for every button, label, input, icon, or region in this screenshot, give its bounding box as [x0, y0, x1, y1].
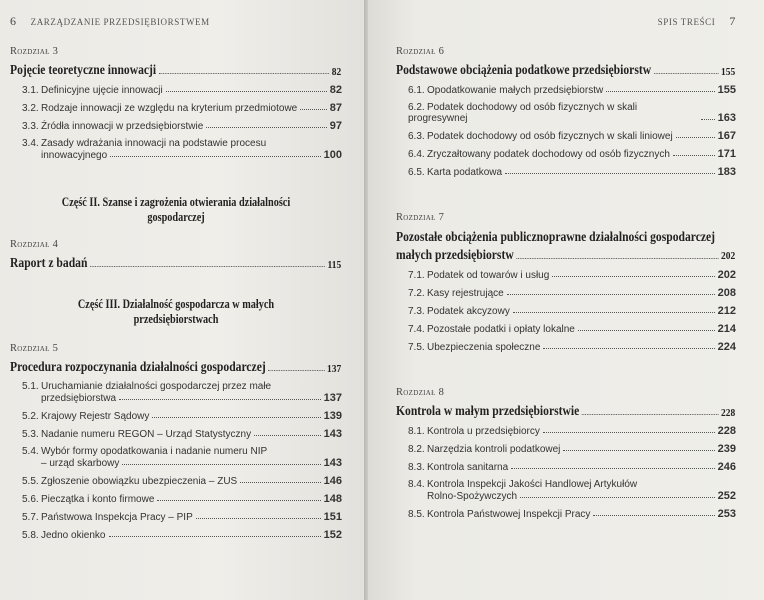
toc-entry — [10, 475, 342, 487]
entry-text: Podatek akcyzowy — [427, 306, 510, 318]
entry-text: Kontrola Inspekcji Jakości Handlowej Artykułów — [427, 479, 638, 491]
chapter-3-entries — [10, 84, 342, 161]
entry-number: 7.2. — [408, 288, 425, 300]
page-number: 6 — [10, 14, 17, 28]
entry-page: 146 — [323, 475, 342, 487]
entry-number: 8.4. — [408, 479, 425, 491]
entry-text: Uruchamianie działalności gospodarczej przez małe — [41, 381, 272, 392]
chapter-label: Rozdział 4 — [10, 239, 59, 250]
entry-text-cont: przedsiębiorstwa — [41, 393, 117, 404]
entry-page: 151 — [323, 511, 342, 523]
toc-entry — [396, 341, 736, 353]
toc-entry — [396, 479, 736, 502]
entry-page: 82 — [329, 84, 342, 96]
entry-number: 6.4. — [408, 149, 425, 160]
chapter-7-entries — [396, 269, 736, 353]
entry-number: 5.6. — [22, 494, 39, 505]
part-heading: Część II. Szanse i zagrożenia otwierania działalności gospodarczej — [61, 195, 291, 224]
entry-number: 6.1. — [408, 85, 425, 96]
entry-text-cont: Rolno-Spożywczych — [427, 491, 518, 503]
toc-entry — [10, 410, 342, 422]
entry-text: Kontrola Państwowej Inspekcji Pracy — [427, 509, 591, 521]
left-running-head — [10, 14, 342, 32]
entry-text: Kontrola u przedsiębiorcy — [427, 426, 540, 438]
entry-page: 152 — [323, 529, 342, 541]
chapter-8-entries — [396, 425, 736, 520]
entry-page: 148 — [323, 493, 342, 505]
entry-page: 212 — [717, 305, 736, 318]
chapter-title: Pozostałe obciążenia publicznoprawne działalności gospodarczej małych przedsiębiorstw 202 — [396, 229, 736, 262]
entry-page: 252 — [717, 490, 736, 503]
entry-page: 143 — [323, 457, 342, 469]
toc-entry — [396, 269, 736, 281]
entry-number: 5.5. — [22, 476, 39, 487]
entry-text: Wybór formy opodatkowania i nadanie numeru NIP — [41, 446, 268, 457]
chapter-title: Podstawowe obciążenia podatkowe przedsiębiorstw 155 — [396, 62, 736, 78]
entry-page: 139 — [323, 410, 342, 422]
toc-entry — [10, 84, 342, 96]
entry-page: 171 — [717, 148, 736, 160]
chapter-5-entries — [10, 381, 342, 541]
entry-text: Kontrola sanitarna — [427, 462, 509, 474]
toc-entry — [10, 493, 342, 505]
entry-number: 3.3. — [22, 121, 39, 132]
toc-entry — [396, 508, 736, 520]
entry-number: 7.3. — [408, 306, 425, 318]
toc-entry — [396, 425, 736, 437]
entry-number: 7.5. — [408, 342, 425, 354]
entry-text: Podatek dochodowy od osób fizycznych w skali liniowej — [427, 131, 673, 142]
entry-text: Państwowa Inspekcja Pracy – PIP — [41, 512, 193, 523]
entry-number: 5.3. — [22, 429, 39, 440]
entry-number: 3.4. — [22, 138, 39, 149]
entry-number: 5.2. — [22, 411, 39, 422]
entry-page: 183 — [717, 166, 736, 178]
entry-page: 253 — [717, 508, 736, 521]
chapter-label: Rozdział 3 — [10, 46, 59, 57]
entry-text: Podatek dochodowy od osób fizycznych w skali progresywnej — [408, 102, 638, 124]
chapter-title: Raport z badań 115 — [10, 255, 342, 271]
entry-text-cont: innowacyjnego — [41, 150, 108, 161]
entry-page: 167 — [717, 130, 736, 142]
chapter-label: Rozdział 6 — [396, 46, 445, 57]
entry-number: 8.5. — [408, 509, 425, 521]
running-head-title: SPIS TREŚCI — [657, 17, 716, 27]
page-number: 7 — [729, 14, 736, 28]
entry-page: 143 — [323, 428, 342, 440]
entry-number: 7.1. — [408, 270, 425, 282]
toc-entry — [10, 102, 342, 114]
entry-number: 8.2. — [408, 444, 425, 456]
entry-number: 5.8. — [22, 530, 39, 541]
entry-page: 239 — [717, 443, 736, 456]
entry-text-cont: – urząd skarbowy — [41, 458, 120, 469]
entry-page: 224 — [717, 341, 736, 354]
chapter-label: Rozdział 7 — [396, 212, 445, 223]
toc-entry — [396, 166, 736, 178]
right-running-head — [396, 14, 736, 32]
toc-entry — [396, 461, 736, 473]
entry-text: Rodzaje innowacji ze względu na kryterium przedmiotowe — [41, 103, 298, 114]
entry-number: 8.3. — [408, 462, 425, 474]
entry-number: 6.5. — [408, 167, 425, 178]
entry-text: Narzędzia kontroli podatkowej — [427, 444, 561, 456]
entry-text: Jedno okienko — [41, 530, 106, 541]
entry-page: 228 — [717, 425, 736, 438]
chapter-title: Kontrola w małym przedsiębiorstwie 228 — [396, 403, 736, 420]
toc-entry — [396, 102, 736, 124]
entry-page: 246 — [717, 461, 736, 474]
left-page — [0, 0, 366, 600]
toc-entry — [10, 138, 342, 161]
entry-text: Krajowy Rejestr Sądowy — [41, 411, 150, 422]
part-heading: Część III. Działalność gospodarcza w małych przedsiębiorstwach — [77, 297, 275, 326]
entry-page: 214 — [717, 323, 736, 336]
chapter-title: Procedura rozpoczynania działalności gospodarczej 137 — [10, 359, 342, 375]
entry-number: 6.2. — [408, 102, 425, 113]
entry-text: Źródła innowacji w przedsiębiorstwie — [41, 121, 204, 132]
entry-number: 5.1. — [22, 381, 39, 392]
chapter-label: Rozdział 8 — [396, 387, 445, 399]
toc-entry — [10, 511, 342, 523]
entry-text: Podatek od towarów i usług — [427, 270, 550, 282]
entry-text: Zgłoszenie obowiązku ubezpieczenia – ZUS — [41, 476, 238, 487]
entry-number: 5.7. — [22, 512, 39, 523]
entry-number: 3.2. — [22, 103, 39, 114]
entry-number: 7.4. — [408, 324, 425, 336]
entry-text: Karta podatkowa — [427, 167, 503, 178]
entry-page: 208 — [717, 287, 736, 300]
toc-entry — [10, 428, 342, 440]
entry-text: Pieczątka i konto firmowe — [41, 494, 155, 505]
entry-text: Nadanie numeru REGON – Urząd Statystyczny — [41, 429, 252, 440]
toc-entry — [396, 323, 736, 335]
entry-text: Kasy rejestrujące — [427, 288, 504, 300]
chapter-title: Pojęcie teoretyczne innowacji 82 — [10, 62, 342, 78]
entry-page: 87 — [329, 102, 342, 114]
running-head-title: ZARZĄDZANIE PRZEDSIĘBIORSTWEM — [30, 17, 210, 27]
entry-text: Zasady wdrażania innowacji na podstawie procesu — [41, 138, 267, 149]
entry-page: 202 — [717, 269, 736, 282]
toc-entry — [396, 130, 736, 142]
entry-text: Definicyjne ujęcie innowacji — [41, 85, 163, 96]
toc-entry — [10, 446, 342, 469]
entry-text: Ubezpieczenia społeczne — [427, 342, 541, 354]
entry-text: Pozostałe podatki i opłaty lokalne — [427, 324, 575, 336]
entry-page: 137 — [323, 392, 342, 404]
toc-entry — [396, 305, 736, 317]
entry-number: 5.4. — [22, 446, 39, 457]
entry-page: 97 — [329, 120, 342, 132]
toc-entry — [10, 381, 342, 404]
toc-entry — [10, 120, 342, 132]
entry-text: Zryczałtowany podatek dochodowy od osób fizycznych — [427, 149, 670, 160]
entry-page: 155 — [717, 84, 736, 96]
toc-entry — [396, 84, 736, 96]
entry-number: 6.3. — [408, 131, 425, 142]
entry-page: 163 — [717, 112, 736, 124]
toc-entry — [10, 529, 342, 541]
entry-number: 3.1. — [22, 85, 39, 96]
entry-page: 100 — [323, 149, 342, 161]
right-page — [368, 0, 764, 600]
entry-text: Opodatkowanie małych przedsiębiorstw — [427, 85, 604, 96]
toc-entry — [396, 287, 736, 299]
toc-entry — [396, 443, 736, 455]
entry-number: 8.1. — [408, 426, 425, 438]
chapter-6-entries — [396, 84, 736, 178]
chapter-label: Rozdział 5 — [10, 343, 59, 354]
toc-entry — [396, 148, 736, 160]
